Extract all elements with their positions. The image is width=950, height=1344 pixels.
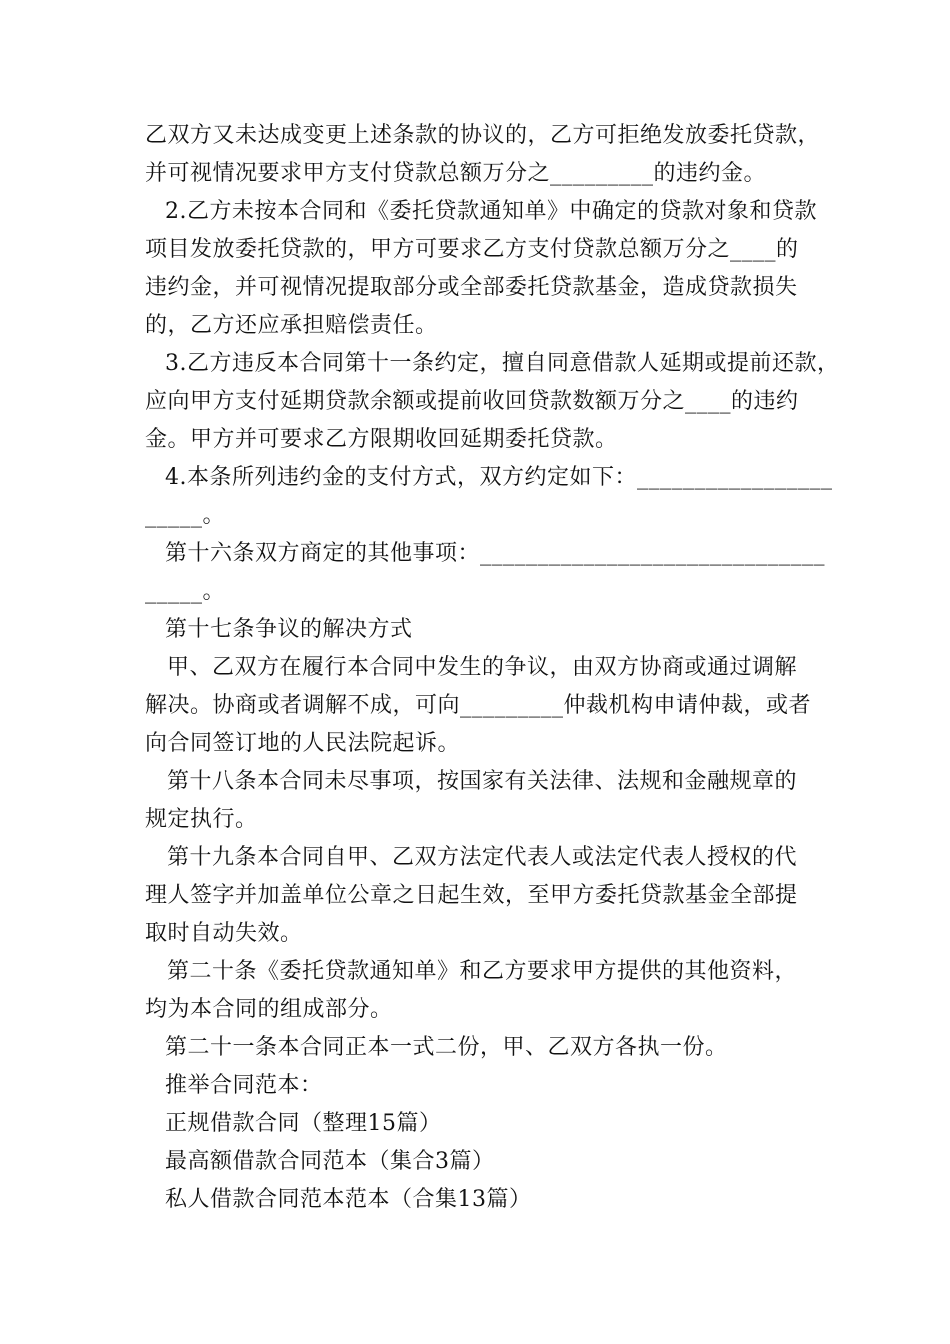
clause-2-line: 2.乙方未按本合同和《委托贷款通知单》中确定的贷款对象和贷款 [165, 199, 817, 224]
text-line: 向合同签订地的人民法院起诉。 [145, 731, 461, 756]
text-line: 均为本合同的组成部分。 [145, 997, 393, 1022]
clause-4-line: 4.本条所列违约金的支付方式，双方约定如下：_________________ [165, 465, 833, 490]
text-line: 解决。协商或者调解不成，可向_________仲裁机构申请仲裁，或者 [145, 693, 812, 718]
text-line: 应向甲方支付延期贷款余额或提前收回贷款数额万分之____的违约 [145, 389, 799, 414]
text-line: 并可视情况要求甲方支付贷款总额万分之_________的违约金。 [145, 161, 767, 186]
text-line: 甲、乙双方在履行本合同中发生的争议，由双方协商或通过调解 [167, 655, 798, 680]
article-21-line: 第二十一条本合同正本一式二份，甲、乙双方各执一份。 [165, 1035, 728, 1060]
article-20-line: 第二十条《委托贷款通知单》和乙方要求甲方提供的其他资料， [167, 959, 798, 984]
text-line: 项目发放委托贷款的，甲方可要求乙方支付贷款总额万分之____的 [145, 237, 799, 262]
document-body [145, 117, 840, 1219]
article-18-line: 第十八条本合同未尽事项，按国家有关法律、法规和金融规章的 [167, 769, 798, 794]
recommended-heading: 推举合同范本： [165, 1073, 323, 1098]
clause-3-line: 3.乙方违反本合同第十一条约定，擅自同意借款人延期或提前还款， [165, 351, 840, 376]
recommended-link[interactable]: 私人借款合同范本范本（合集13篇） [165, 1187, 532, 1212]
text-line: 理人签字并加盖单位公章之日起生效，至甲方委托贷款基金全部提 [145, 883, 798, 908]
recommended-link[interactable]: 正规借款合同（整理15篇） [165, 1111, 442, 1136]
text-line: 违约金，并可视情况提取部分或全部委托贷款基金，造成贷款损失 [145, 275, 798, 300]
article-16-line: 第十六条双方商定的其他事项：______________________________ [165, 541, 826, 566]
text-line: _____。 [145, 579, 226, 604]
text-line: 取时自动失效。 [145, 921, 303, 946]
text-line: _____。 [145, 503, 226, 528]
article-17-heading: 第十七条争议的解决方式 [165, 617, 413, 642]
text-line: 乙双方又未达成变更上述条款的协议的，乙方可拒绝发放委托贷款， [145, 123, 821, 148]
text-line: 金。甲方并可要求乙方限期收回延期委托贷款。 [145, 427, 618, 452]
text-line: 的，乙方还应承担赔偿责任。 [145, 313, 438, 338]
article-19-line: 第十九条本合同自甲、乙双方法定代表人或法定代表人授权的代 [167, 845, 798, 870]
text-line: 规定执行。 [145, 807, 258, 832]
recommended-link[interactable]: 最高额借款合同范本（集合3篇） [165, 1149, 495, 1174]
